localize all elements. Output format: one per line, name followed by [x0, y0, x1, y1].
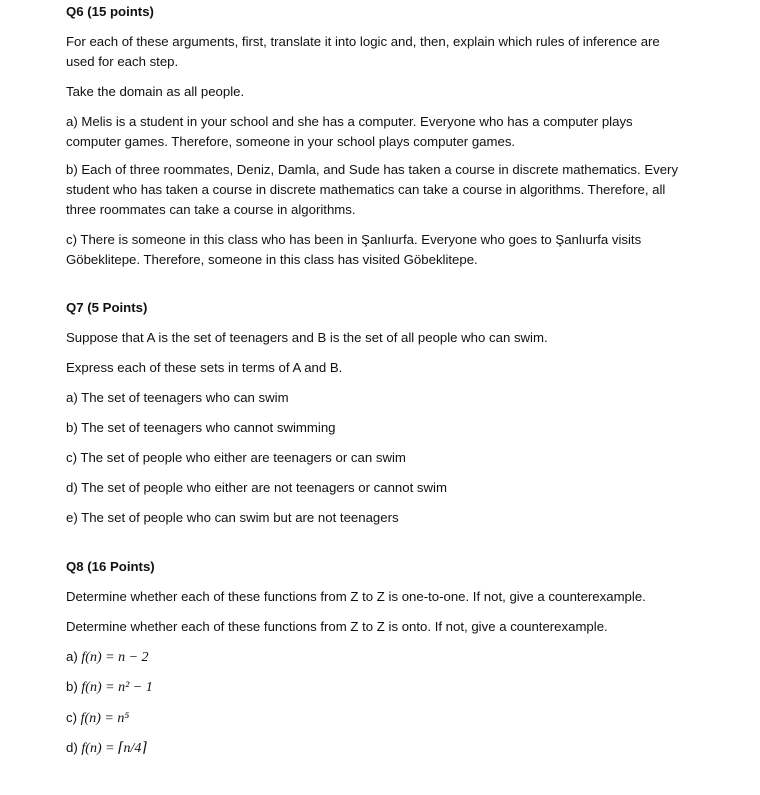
q7-item-a: a) The set of teenagers who can swim [66, 390, 289, 405]
q8-onto-line: Determine whether each of these functions from Z to Z is onto. If not, give a counterexample. [66, 619, 608, 634]
q8-function-a [66, 647, 149, 668]
q6-item-c: c) There is someone in this class who has been in Şanlıurfa. Everyone who goes to Şanlıurfa visits Göbeklitepe. Therefore, someone in this class has visited Göbeklitepe. [66, 232, 642, 267]
q6-intro: For each of these arguments, first, translate it into logic and, then, explain which rules of inference are used for each step. [66, 34, 660, 69]
q8-function-d-label: d) [66, 740, 78, 755]
q8-function-b-expr: f(n) = n² − 1 [81, 680, 153, 695]
q6-item-b: b) Each of three roommates, Deniz, Damla, and Sude has taken a course in discrete mathematics. Every student who has taken a course in discrete mathematics can take a course in algorithms. Therefore, all three roommates can take a course in algorithms. [66, 162, 679, 217]
q8-one-to-one-line: Determine whether each of these functions from Z to Z is one-to-one. If not, give a counterexample. [66, 589, 646, 604]
q8-function-d [66, 738, 147, 759]
q6-item-a: a) Melis is a student in your school and she has a computer. Everyone who has a computer plays computer games. Therefore, someone in your school plays computer games. [66, 114, 633, 149]
q8-function-b-label: b) [66, 679, 78, 694]
q8-function-c-expr: f(n) = n⁵ [80, 711, 130, 726]
q7-intro: Suppose that A is the set of teenagers and B is the set of all people who can swim. [66, 330, 548, 345]
q6-heading: Q6 (15 points) [66, 4, 154, 19]
q7-heading: Q7 (5 Points) [66, 300, 148, 315]
q8-function-d-expr: f(n) = ⌈n/4⌉ [81, 741, 147, 756]
q7-express: Express each of these sets in terms of A and B. [66, 360, 343, 375]
q7-item-d: d) The set of people who either are not teenagers or cannot swim [66, 480, 447, 495]
q8-function-b [66, 677, 153, 698]
q8-function-a-expr: f(n) = n − 2 [81, 650, 149, 665]
q6-domain: Take the domain as all people. [66, 84, 245, 99]
q8-heading: Q8 (16 Points) [66, 559, 155, 574]
q8-function-c [66, 708, 129, 729]
q7-item-e: e) The set of people who can swim but are not teenagers [66, 510, 399, 525]
q7-item-b: b) The set of teenagers who cannot swimming [66, 420, 336, 435]
q7-item-c: c) The set of people who either are teenagers or can swim [66, 450, 406, 465]
q8-function-c-label: c) [66, 710, 77, 725]
q8-function-a-label: a) [66, 649, 78, 664]
